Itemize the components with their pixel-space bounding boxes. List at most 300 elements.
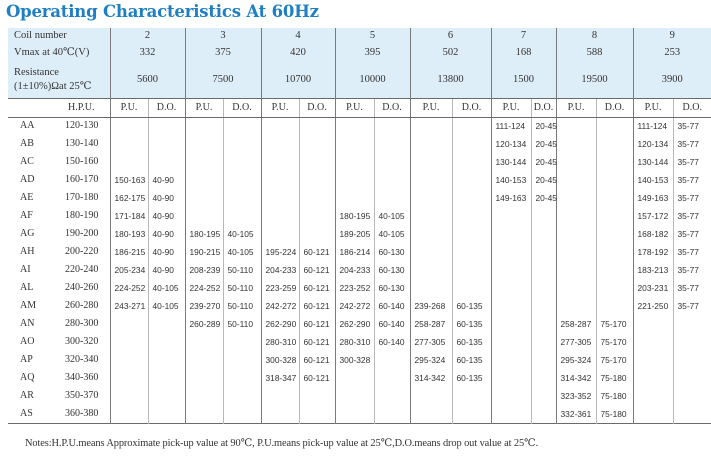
- resistance-cell: 1500: [491, 62, 556, 98]
- do-header: D.O.: [299, 98, 335, 117]
- pu-value: 149-163: [633, 189, 673, 207]
- do-value: 75-180: [596, 369, 633, 387]
- pu-value: 262-290: [335, 315, 374, 333]
- row-code: AH: [20, 246, 35, 257]
- pu-value: [491, 387, 531, 405]
- do-value: [452, 171, 491, 189]
- do-value: [596, 171, 633, 189]
- pu-value: [556, 135, 596, 153]
- pu-value: [261, 171, 299, 189]
- pu-value: 242-272: [335, 297, 374, 315]
- row-hpu: 120-130: [65, 120, 99, 132]
- do-value: 75-180: [596, 387, 633, 405]
- do-value: 35-77: [673, 279, 711, 297]
- do-value: 40-105: [148, 279, 185, 297]
- do-value: 35-77: [673, 261, 711, 279]
- pu-header: P.U.: [633, 98, 673, 117]
- pu-header: P.U.: [185, 98, 223, 117]
- resistance-cell: 10700: [261, 62, 335, 98]
- pu-value: [491, 351, 531, 369]
- footnote: Notes:H.P.U.means Approximate pick-up value at 90℃, P.U.means pick-up value at 25℃,D.O.means drop out value at 25℃.: [25, 438, 539, 449]
- do-value: 35-77: [673, 297, 711, 315]
- do-value: [148, 117, 185, 135]
- pu-value: 162-175: [110, 189, 148, 207]
- pu-value: [261, 387, 299, 405]
- pu-value: 130-144: [633, 153, 673, 171]
- pu-value: [556, 297, 596, 315]
- row-hpu: 340-360: [65, 372, 99, 383]
- do-value: 60-121: [299, 261, 335, 279]
- pu-value: 224-252: [110, 279, 148, 297]
- table-row: [8, 261, 711, 279]
- do-value: 35-77: [673, 153, 711, 171]
- row-hpu: 240-260: [65, 282, 99, 293]
- do-value: [223, 333, 261, 351]
- do-value: [452, 261, 491, 279]
- pu-value: 186-214: [335, 243, 374, 261]
- pu-value: [491, 315, 531, 333]
- do-value: 40-105: [148, 297, 185, 315]
- do-value: [531, 369, 556, 387]
- pu-value: [633, 351, 673, 369]
- do-value: [531, 225, 556, 243]
- do-value: [596, 153, 633, 171]
- pu-value: 190-215: [185, 243, 223, 261]
- do-value: [374, 189, 410, 207]
- pu-value: 277-305: [410, 333, 452, 351]
- pu-value: [491, 369, 531, 387]
- pu-value: [335, 117, 374, 135]
- do-value: [531, 351, 556, 369]
- pu-value: [110, 405, 148, 423]
- do-header: D.O.: [452, 98, 491, 117]
- pu-value: [185, 369, 223, 387]
- do-value: 50-110: [223, 315, 261, 333]
- pu-value: [491, 225, 531, 243]
- pu-value: [185, 189, 223, 207]
- pu-value: [491, 261, 531, 279]
- operating-characteristics-table: [8, 28, 711, 424]
- row-code: AC: [20, 156, 34, 167]
- pu-value: [335, 369, 374, 387]
- pu-value: [556, 153, 596, 171]
- do-value: [452, 279, 491, 297]
- do-value: 60-130: [374, 261, 410, 279]
- pu-value: [185, 333, 223, 351]
- do-value: [596, 189, 633, 207]
- pu-value: 314-342: [556, 369, 596, 387]
- pu-value: [491, 405, 531, 423]
- pu-value: [261, 153, 299, 171]
- row-hpu: 350-370: [65, 390, 99, 401]
- pu-value: [410, 189, 452, 207]
- row-code: AP: [20, 354, 33, 365]
- pu-value: 318-347: [261, 369, 299, 387]
- pu-value: 130-144: [491, 153, 531, 171]
- do-value: [374, 405, 410, 423]
- do-value: [299, 387, 335, 405]
- row-code: AN: [20, 318, 35, 329]
- pu-value: 140-153: [491, 171, 531, 189]
- do-value: 60-121: [299, 297, 335, 315]
- pu-value: 171-184: [110, 207, 148, 225]
- do-value: 60-135: [452, 351, 491, 369]
- do-value: 60-121: [299, 243, 335, 261]
- do-value: 75-170: [596, 351, 633, 369]
- pu-value: [556, 261, 596, 279]
- pu-value: [110, 369, 148, 387]
- resistance-cell: 13800: [410, 62, 491, 98]
- pu-value: 203-231: [633, 279, 673, 297]
- do-value: 60-130: [374, 243, 410, 261]
- pu-value: 258-287: [410, 315, 452, 333]
- row-hpu: 280-300: [65, 318, 99, 329]
- do-value: [673, 315, 711, 333]
- table-row: [8, 135, 711, 153]
- pu-value: [185, 153, 223, 171]
- do-value: [452, 387, 491, 405]
- pu-value: [261, 117, 299, 135]
- pu-value: [261, 189, 299, 207]
- do-value: [374, 135, 410, 153]
- do-value: [596, 243, 633, 261]
- do-value: [374, 351, 410, 369]
- do-value: [673, 387, 711, 405]
- pu-header: P.U.: [410, 98, 452, 117]
- pu-value: 111-124: [633, 117, 673, 135]
- do-header: D.O.: [673, 98, 711, 117]
- pu-value: [410, 207, 452, 225]
- pu-value: 183-213: [633, 261, 673, 279]
- row-hpu: 150-160: [65, 156, 99, 167]
- pu-value: 150-163: [110, 171, 148, 189]
- do-value: [223, 405, 261, 423]
- do-value: 40-90: [148, 261, 185, 279]
- do-value: [531, 279, 556, 297]
- pu-value: 277-305: [556, 333, 596, 351]
- do-value: [673, 369, 711, 387]
- pu-value: 280-310: [261, 333, 299, 351]
- do-value: [596, 117, 633, 135]
- do-value: [223, 369, 261, 387]
- coil-number-label: Coil number: [8, 28, 110, 45]
- resistance-cell: 3900: [633, 62, 711, 98]
- pu-value: [410, 261, 452, 279]
- pu-value: [110, 387, 148, 405]
- row-code: AD: [20, 174, 35, 185]
- page-title: Operating Characteristics At 60Hz: [6, 2, 319, 21]
- do-value: [531, 261, 556, 279]
- pu-value: 120-134: [633, 135, 673, 153]
- do-value: 60-135: [452, 315, 491, 333]
- row-code: AL: [20, 282, 34, 293]
- pu-value: [185, 387, 223, 405]
- row-code: AG: [20, 228, 35, 239]
- do-value: [299, 171, 335, 189]
- do-value: [223, 351, 261, 369]
- pu-value: [410, 225, 452, 243]
- pu-value: [633, 405, 673, 423]
- pu-value: 204-233: [335, 261, 374, 279]
- table-row: [8, 369, 711, 387]
- pu-value: 295-324: [556, 351, 596, 369]
- code-header: [8, 98, 53, 117]
- pu-value: [110, 333, 148, 351]
- do-value: 60-130: [374, 279, 410, 297]
- table-row: [8, 351, 711, 369]
- row-hpu: 130-140: [65, 138, 99, 149]
- do-value: [531, 333, 556, 351]
- row-hpu: 260-280: [65, 300, 99, 311]
- pu-value: [185, 171, 223, 189]
- table-row: [8, 297, 711, 315]
- pu-value: [556, 117, 596, 135]
- coil-number-cell: 5: [335, 28, 410, 45]
- pu-value: 149-163: [491, 189, 531, 207]
- do-value: 40-90: [148, 243, 185, 261]
- do-value: 40-105: [223, 225, 261, 243]
- pu-value: [110, 351, 148, 369]
- row-code: AR: [20, 390, 34, 401]
- table-row: [8, 225, 711, 243]
- do-value: [452, 243, 491, 261]
- do-value: [223, 207, 261, 225]
- pu-value: 180-195: [335, 207, 374, 225]
- do-value: 50-110: [223, 261, 261, 279]
- do-value: [374, 153, 410, 171]
- pu-value: 180-193: [110, 225, 148, 243]
- pu-value: 239-270: [185, 297, 223, 315]
- row-hpu: 160-170: [65, 174, 99, 185]
- do-value: [299, 117, 335, 135]
- vmax-cell: 502: [410, 45, 491, 62]
- pu-value: [110, 135, 148, 153]
- row-code: AO: [20, 336, 35, 347]
- do-value: 60-121: [299, 351, 335, 369]
- resistance-label-line2: (1±10%)Ωat 25℃: [14, 80, 92, 92]
- pu-header: P.U.: [110, 98, 148, 117]
- do-value: [223, 189, 261, 207]
- pu-value: 205-234: [110, 261, 148, 279]
- table-row: [8, 153, 711, 171]
- pu-value: 323-352: [556, 387, 596, 405]
- row-hpu: 170-180: [65, 192, 99, 203]
- do-value: 75-170: [596, 315, 633, 333]
- vmax-cell: 375: [185, 45, 261, 62]
- pu-value: [556, 171, 596, 189]
- do-header: D.O.: [531, 98, 556, 117]
- do-value: 50-110: [223, 297, 261, 315]
- table-row: [8, 333, 711, 351]
- pu-value: 224-252: [185, 279, 223, 297]
- pu-value: [633, 387, 673, 405]
- do-value: [531, 387, 556, 405]
- pu-value: 239-268: [410, 297, 452, 315]
- row-hpu: 320-340: [65, 354, 99, 365]
- pu-value: 223-259: [261, 279, 299, 297]
- pu-value: [261, 207, 299, 225]
- pu-value: [261, 405, 299, 423]
- pu-value: [335, 171, 374, 189]
- row-code: AA: [20, 120, 35, 132]
- do-value: [299, 153, 335, 171]
- do-value: [374, 387, 410, 405]
- pu-value: [185, 351, 223, 369]
- row-hpu: 190-200: [65, 228, 99, 239]
- resistance-row: [8, 62, 711, 98]
- do-value: [531, 405, 556, 423]
- pu-value: [556, 189, 596, 207]
- do-value: 40-90: [148, 225, 185, 243]
- do-value: [452, 189, 491, 207]
- do-value: [299, 135, 335, 153]
- coil-number-cell: 9: [633, 28, 711, 45]
- pu-value: [633, 333, 673, 351]
- do-value: 40-105: [374, 207, 410, 225]
- table-row: [8, 117, 711, 135]
- do-value: 35-77: [673, 135, 711, 153]
- do-value: 60-135: [452, 333, 491, 351]
- pu-value: [261, 225, 299, 243]
- subheader-row: [8, 98, 711, 117]
- do-value: 50-110: [223, 279, 261, 297]
- do-header: D.O.: [374, 98, 410, 117]
- pu-value: [556, 207, 596, 225]
- pu-value: [556, 279, 596, 297]
- do-value: [148, 153, 185, 171]
- pu-header: P.U.: [491, 98, 531, 117]
- pu-value: 189-205: [335, 225, 374, 243]
- row-code: AM: [20, 300, 37, 311]
- pu-value: 157-172: [633, 207, 673, 225]
- do-value: 20-45: [531, 135, 556, 153]
- do-value: [299, 225, 335, 243]
- do-value: [148, 135, 185, 153]
- do-value: [148, 405, 185, 423]
- table-row: [8, 189, 711, 207]
- pu-value: [491, 207, 531, 225]
- do-value: [452, 405, 491, 423]
- do-value: 35-77: [673, 225, 711, 243]
- resistance-label: [8, 62, 110, 98]
- coil-number-row: [8, 28, 711, 45]
- do-value: 20-45: [531, 189, 556, 207]
- do-value: 35-77: [673, 207, 711, 225]
- do-value: [223, 171, 261, 189]
- do-header: D.O.: [223, 98, 261, 117]
- row-hpu: 360-380: [65, 407, 99, 419]
- do-value: 20-45: [531, 153, 556, 171]
- coil-number-cell: 8: [556, 28, 633, 45]
- pu-value: [556, 243, 596, 261]
- pu-value: 221-250: [633, 297, 673, 315]
- pu-value: [410, 405, 452, 423]
- pu-value: 300-328: [335, 351, 374, 369]
- do-value: 20-45: [531, 117, 556, 135]
- pu-value: [491, 243, 531, 261]
- do-value: [148, 315, 185, 333]
- do-value: 75-170: [596, 333, 633, 351]
- pu-value: [410, 135, 452, 153]
- table-row: [8, 387, 711, 405]
- pu-value: 314-342: [410, 369, 452, 387]
- do-value: [452, 225, 491, 243]
- row-code: AS: [20, 407, 33, 419]
- do-value: [148, 387, 185, 405]
- do-value: 60-140: [374, 297, 410, 315]
- vmax-cell: 420: [261, 45, 335, 62]
- table-row: [8, 207, 711, 225]
- do-value: [374, 171, 410, 189]
- resistance-cell: 19500: [556, 62, 633, 98]
- do-value: 60-135: [452, 297, 491, 315]
- pu-value: [261, 135, 299, 153]
- do-value: 40-90: [148, 171, 185, 189]
- do-value: [596, 135, 633, 153]
- row-hpu: 300-320: [65, 336, 99, 347]
- pu-header: P.U.: [335, 98, 374, 117]
- pu-value: 195-224: [261, 243, 299, 261]
- pu-value: [410, 117, 452, 135]
- vmax-cell: 332: [110, 45, 185, 62]
- pu-value: 120-134: [491, 135, 531, 153]
- vmax-row: [8, 45, 711, 62]
- do-value: [374, 369, 410, 387]
- do-value: 35-77: [673, 189, 711, 207]
- do-value: [452, 117, 491, 135]
- pu-value: [410, 243, 452, 261]
- table-row: [8, 315, 711, 333]
- pu-value: 280-310: [335, 333, 374, 351]
- do-value: 60-140: [374, 315, 410, 333]
- pu-value: 204-233: [261, 261, 299, 279]
- pu-value: 242-272: [261, 297, 299, 315]
- do-value: [452, 207, 491, 225]
- table-row: [8, 243, 711, 261]
- row-code: AE: [20, 192, 34, 203]
- pu-value: [185, 405, 223, 423]
- do-value: [596, 279, 633, 297]
- do-header: D.O.: [596, 98, 633, 117]
- pu-value: 262-290: [261, 315, 299, 333]
- coil-number-cell: 6: [410, 28, 491, 45]
- row-code: AQ: [20, 372, 35, 383]
- vmax-cell: 253: [633, 45, 711, 62]
- do-value: 40-105: [223, 243, 261, 261]
- do-value: [452, 153, 491, 171]
- do-value: [148, 333, 185, 351]
- pu-value: [335, 153, 374, 171]
- do-value: [299, 405, 335, 423]
- do-value: 40-90: [148, 189, 185, 207]
- pu-value: 295-324: [410, 351, 452, 369]
- vmax-cell: 395: [335, 45, 410, 62]
- pu-value: [491, 279, 531, 297]
- do-value: [596, 297, 633, 315]
- table-row: [8, 171, 711, 189]
- do-value: [531, 315, 556, 333]
- pu-value: 180-195: [185, 225, 223, 243]
- pu-value: [410, 279, 452, 297]
- table-row: [8, 405, 711, 423]
- do-value: [223, 135, 261, 153]
- do-value: [673, 333, 711, 351]
- pu-value: [410, 387, 452, 405]
- pu-value: 260-289: [185, 315, 223, 333]
- do-value: [374, 117, 410, 135]
- pu-value: 178-192: [633, 243, 673, 261]
- do-value: [299, 189, 335, 207]
